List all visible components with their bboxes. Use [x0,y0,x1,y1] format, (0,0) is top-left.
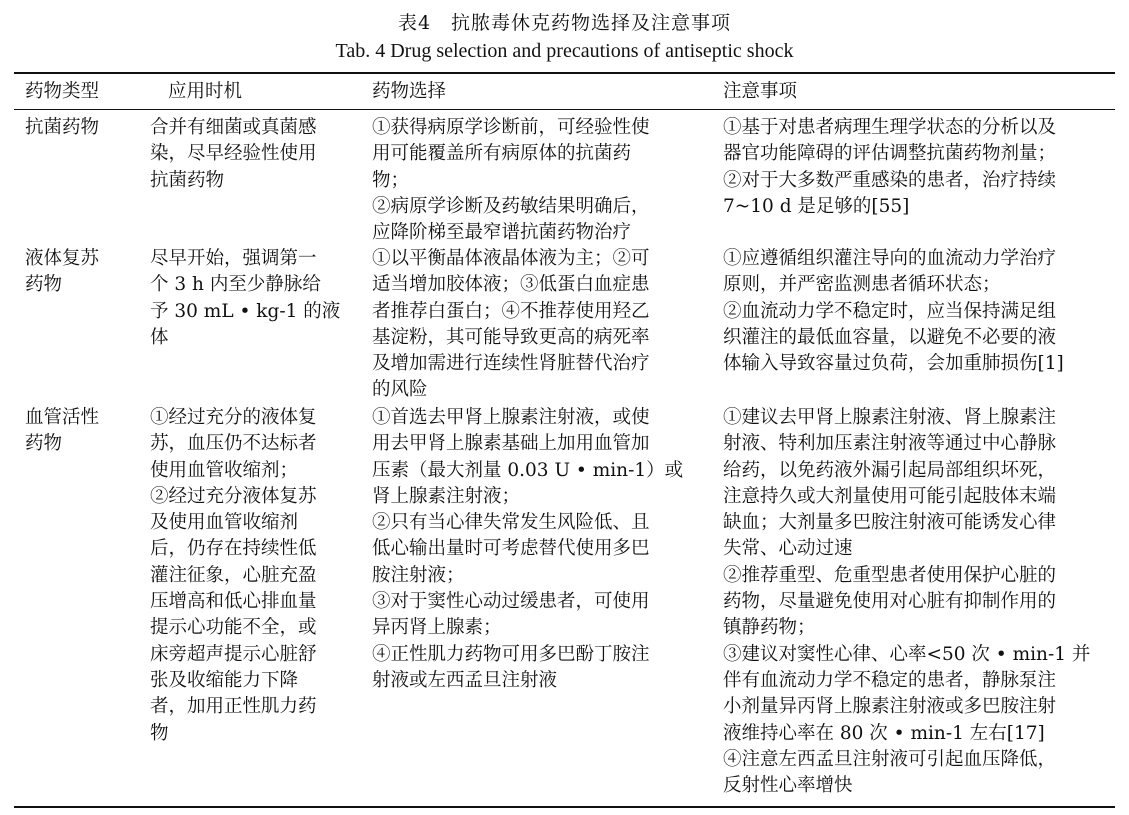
row3-precautions: ①建议去甲肾上腺素注射液、肾上腺素注 射液、特利加压素注射液等通过中心静脉 给药，以免药液外漏引起局部组织坏死， 注意持久或大剂量使用可能引起肢体末端 缺血；大剂量多巴胺注射液可能诱发心律 失常、心动过速 ②推荐重型、危重型患者使用保护心脏的 药物，尽量避免使用对心脏有抑制作用的 镇静药物； ③建议对窦性心律、心率<50 次 • min-1 并 伴有血流动力学不稳定的患者，静脉泵注 小剂量异丙肾上腺素注射液或多巴胺注射 液维持心率在 80 次 • min-1 左右[17] ④注意左西孟旦注射液可引起血压降低， 反射性心率增快 [723,407,1091,797]
table-header-rule [14,109,1115,110]
header-drug-type: 药物类型 [25,81,100,102]
header-drug-choice: 药物选择 [372,81,447,102]
header-timing: 应用时机 [168,81,243,102]
row1-precautions: ①基于对患者病理生理学状态的分析以及 器官功能障碍的评估调整抗菌药物剂量； ②对于大多数严重感染的患者，治疗持续 7~10 d 是足够的[55] [723,117,1057,217]
row2-drug-type: 液体复苏 药物 [25,248,100,296]
table-bottom-rule [14,806,1115,808]
table-title-en: Tab. 4 Drug selection and precautions of antiseptic shock [335,40,794,62]
table-top-rule [14,72,1115,74]
row1-drug-choice: ①获得病原学诊断前，可经验性使 用可能覆盖所有病原体的抗菌药 物； ②病原学诊断及药敏结果明确后， 应降阶梯至最窄谱抗菌药物治疗 [372,117,650,244]
row3-drug-type: 血管活性 药物 [25,407,100,455]
row1-timing: 合并有细菌或真菌感 染，尽早经验性使用 抗菌药物 [150,117,317,191]
table-title-cn: 表4 抗脓毒休克药物选择及注意事项 [397,12,732,34]
row2-drug-choice: ①以平衡晶体液晶体液为主；②可 适当增加胶体液；③低蛋白血症患 者推荐白蛋白；④不推荐使用羟乙 基淀粉，其可能导致更高的病死率 及增加需进行连续性肾脏替代治疗 的风险 [372,248,650,401]
row3-drug-choice: ①首选去甲肾上腺素注射液，或使 用去甲肾上腺素基础上加用血管加 压素（最大剂量 0.03 U • min-1）或 肾上腺素注射液； ②只有当心律失常发生风险低、且 低心输出量时可考虑替代使用多巴 胺注射液； ③对于窦性心动过缓患者，可使用 异丙肾上腺素； ④正性肌力药物可用多巴酚丁胺注 射液或左西孟旦注射液 [372,407,684,691]
row2-timing: 尽早开始，强调第一 个 3 h 内至少静脉给 予 30 mL • kg-1 的液 体 [150,248,341,348]
header-precautions: 注意事项 [723,81,798,102]
row2-precautions: ①应遵循组织灌注导向的血流动力学治疗 原则，并严密监测患者循环状态； ②血流动力学不稳定时，应当保持满足组 织灌注的最低血容量，以避免不必要的液 体输入导致容量过负荷，会加重肺损伤[1] [723,248,1064,375]
row3-timing: ①经过充分的液体复 苏，血压仍不达标者 使用血管收缩剂； ②经过充分液体复苏 及使用血管收缩剂 后，仍存在持续性低 灌注征象，心脏充盈 压增高和低心排血量 提示心功能不全，或 床旁超声提示心脏舒 张及收缩能力下降 者，加用正性肌力药 物 [150,407,317,744]
row1-drug-type: 抗菌药物 [25,117,100,138]
